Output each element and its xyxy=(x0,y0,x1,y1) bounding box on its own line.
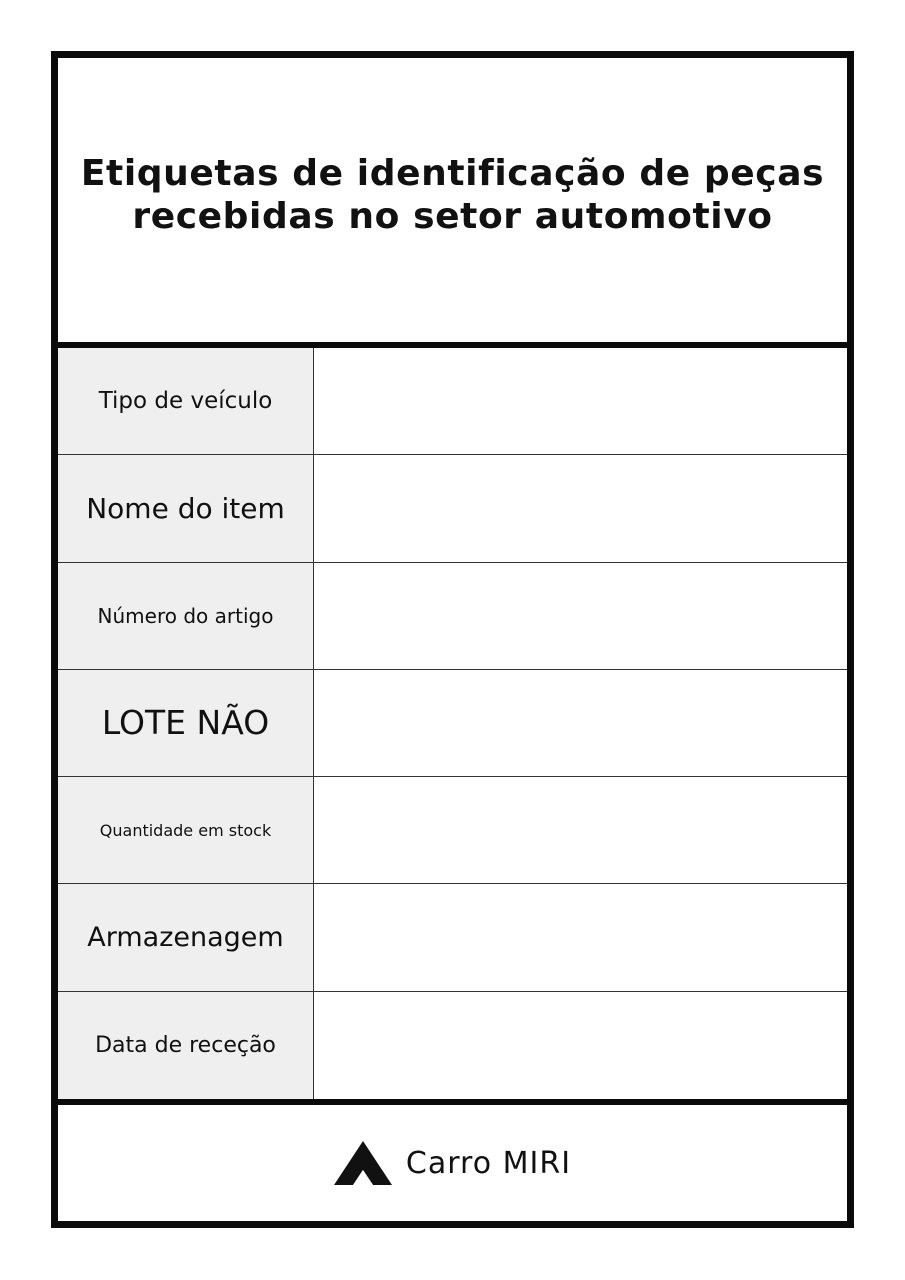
brand-name: Carro MIRI xyxy=(405,1145,572,1181)
field-label-vehicle-type: Tipo de veículo xyxy=(58,348,314,455)
field-label-article-number: Número do artigo xyxy=(58,563,314,670)
field-label-lot-number: LOTE NÃO xyxy=(58,670,314,777)
parts-label-card xyxy=(51,51,854,1228)
label-header xyxy=(58,58,847,348)
field-value-item-name[interactable] xyxy=(314,455,847,562)
field-value-lot-number[interactable] xyxy=(314,670,847,777)
field-value-vehicle-type[interactable] xyxy=(314,348,847,455)
field-value-storage[interactable] xyxy=(314,884,847,991)
page-title: Etiquetas de identificação de peças recebidas no setor automotivo xyxy=(80,153,825,237)
field-value-stock-quantity[interactable] xyxy=(314,777,847,884)
triangle-logo-icon xyxy=(334,1141,392,1185)
field-value-receipt-date[interactable] xyxy=(314,992,847,1099)
field-label-item-name: Nome do item xyxy=(58,455,314,562)
field-label-receipt-date: Data de receção xyxy=(58,992,314,1099)
fields-table xyxy=(58,348,847,1099)
field-label-storage: Armazenagem xyxy=(58,884,314,991)
brand-footer xyxy=(58,1099,847,1221)
field-value-article-number[interactable] xyxy=(314,563,847,670)
field-label-stock-quantity: Quantidade em stock xyxy=(58,777,314,884)
